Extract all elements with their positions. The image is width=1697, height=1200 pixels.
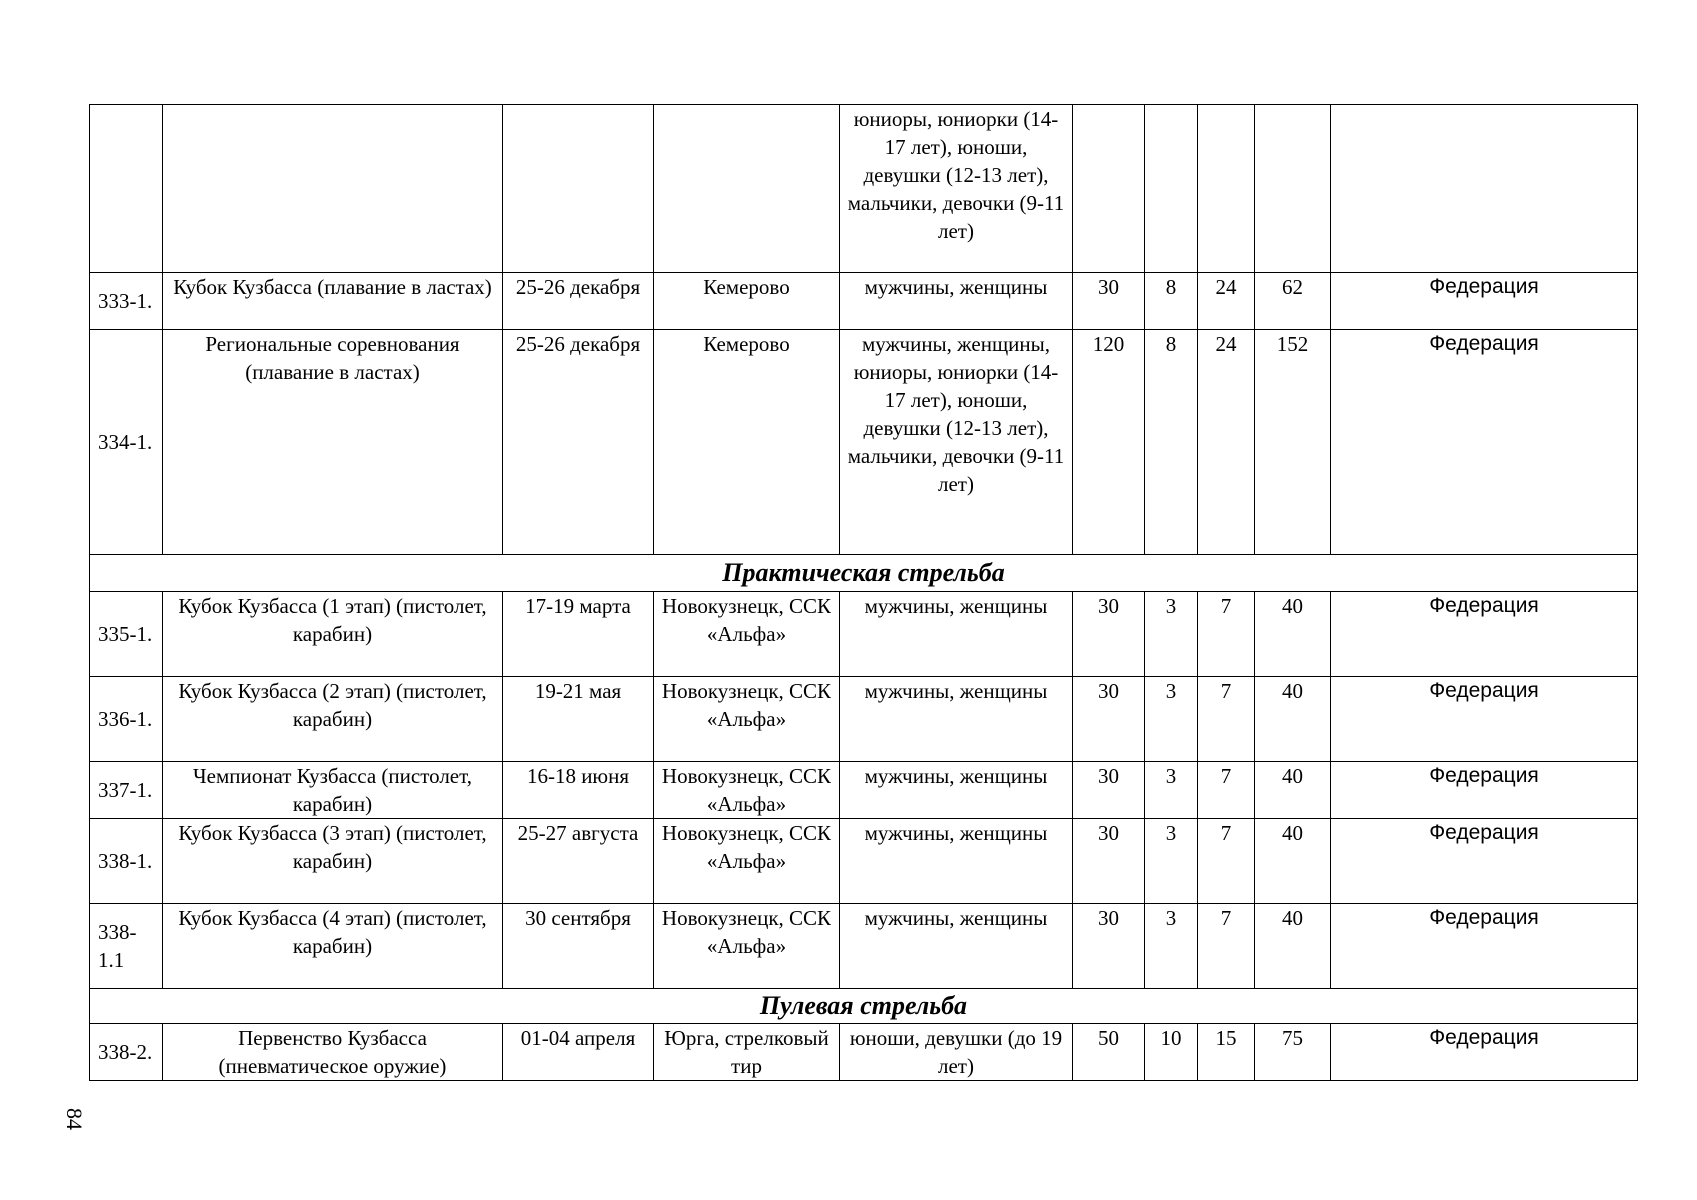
count-staff: 7 [1198, 592, 1255, 677]
count-participants: 30 [1073, 762, 1145, 819]
participants: мужчины, женщины [840, 762, 1073, 819]
count-judges: 3 [1145, 762, 1198, 819]
row-number: 338-1. [90, 819, 163, 904]
event-date: 30 сентября [503, 904, 654, 989]
table-row [90, 1024, 1638, 1081]
row-number: 337-1. [90, 762, 163, 819]
event-name: Кубок Кузбасса (4 этап) (пистолет, карабин) [163, 904, 503, 989]
count-participants: 30 [1073, 273, 1145, 330]
count-staff: 24 [1198, 273, 1255, 330]
participants: юноши, девушки (до 19 лет) [840, 1024, 1073, 1081]
event-date: 19-21 мая [503, 677, 654, 762]
count-judges: 3 [1145, 819, 1198, 904]
count-staff: 7 [1198, 819, 1255, 904]
count-staff: 7 [1198, 677, 1255, 762]
event-name: Кубок Кузбасса (плавание в ластах) [163, 273, 503, 330]
event-name: Чемпионат Кузбасса (пистолет, карабин) [163, 762, 503, 819]
count-participants: 30 [1073, 819, 1145, 904]
event-name: Кубок Кузбасса (3 этап) (пистолет, карабин) [163, 819, 503, 904]
row-number [90, 105, 163, 273]
participants: мужчины, женщины [840, 273, 1073, 330]
count-participants: 30 [1073, 904, 1145, 989]
count-total: 40 [1255, 904, 1331, 989]
count-total: 40 [1255, 762, 1331, 819]
count-judges: 3 [1145, 904, 1198, 989]
event-name: Региональные соревнования (плавание в ластах) [163, 330, 503, 555]
event-name: Первенство Кузбасса (пневматическое оружие) [163, 1024, 503, 1081]
participants: мужчины, женщины [840, 904, 1073, 989]
organizer: Федерация [1331, 762, 1638, 819]
count-staff [1198, 105, 1255, 273]
table-row [90, 273, 1638, 330]
section-title: Пулевая стрельба [90, 989, 1638, 1024]
count-judges: 10 [1145, 1024, 1198, 1081]
event-place: Новокузнецк, ССК «Альфа» [654, 904, 840, 989]
organizer: Федерация [1331, 273, 1638, 330]
participants: юниоры, юниорки (14-17 лет), юноши, девушки (12-13 лет), мальчики, девочки (9-11 лет) [840, 105, 1073, 273]
count-participants: 50 [1073, 1024, 1145, 1081]
event-date: 01-04 апреля [503, 1024, 654, 1081]
event-place: Новокузнецк, ССК «Альфа» [654, 819, 840, 904]
event-date: 25-27 августа [503, 819, 654, 904]
event-date: 17-19 марта [503, 592, 654, 677]
participants: мужчины, женщины [840, 677, 1073, 762]
table-row [90, 904, 1638, 989]
organizer: Федерация [1331, 677, 1638, 762]
organizer: Федерация [1331, 592, 1638, 677]
organizer: Федерация [1331, 819, 1638, 904]
row-number: 333-1. [90, 273, 163, 330]
event-place: Юрга, стрелковый тир [654, 1024, 840, 1081]
participants: мужчины, женщины, юниоры, юниорки (14-17 лет), юноши, девушки (12-13 лет), мальчики, девочки (9-11 лет) [840, 330, 1073, 555]
count-judges: 8 [1145, 273, 1198, 330]
count-total: 40 [1255, 592, 1331, 677]
section-title: Практическая стрельба [90, 555, 1638, 592]
table-row [90, 105, 1638, 273]
count-judges: 8 [1145, 330, 1198, 555]
count-staff: 7 [1198, 762, 1255, 819]
page-number: 84 [62, 1108, 87, 1130]
count-judges: 3 [1145, 677, 1198, 762]
table-row [90, 819, 1638, 904]
event-place: Кемерово [654, 273, 840, 330]
row-number: 338- 1.1 [90, 904, 163, 989]
schedule-table-body [90, 105, 1638, 1081]
event-date: 25-26 декабря [503, 273, 654, 330]
count-participants [1073, 105, 1145, 273]
section-header-row [90, 989, 1638, 1024]
event-date: 16-18 июня [503, 762, 654, 819]
organizer: Федерация [1331, 904, 1638, 989]
organizer [1331, 105, 1638, 273]
row-number: 338-2. [90, 1024, 163, 1081]
schedule-table [89, 104, 1638, 1081]
table-row [90, 330, 1638, 555]
count-total: 75 [1255, 1024, 1331, 1081]
count-staff: 24 [1198, 330, 1255, 555]
count-total: 40 [1255, 819, 1331, 904]
table-row [90, 762, 1638, 819]
event-date [503, 105, 654, 273]
count-judges [1145, 105, 1198, 273]
event-place: Новокузнецк, ССК «Альфа» [654, 677, 840, 762]
participants: мужчины, женщины [840, 592, 1073, 677]
row-number: 335-1. [90, 592, 163, 677]
table-row [90, 677, 1638, 762]
event-name: Кубок Кузбасса (2 этап) (пистолет, карабин) [163, 677, 503, 762]
count-total: 152 [1255, 330, 1331, 555]
organizer: Федерация [1331, 1024, 1638, 1081]
count-total [1255, 105, 1331, 273]
organizer: Федерация [1331, 330, 1638, 555]
count-total: 40 [1255, 677, 1331, 762]
count-staff: 15 [1198, 1024, 1255, 1081]
count-total: 62 [1255, 273, 1331, 330]
row-number: 334-1. [90, 330, 163, 555]
section-header-row [90, 555, 1638, 592]
count-participants: 120 [1073, 330, 1145, 555]
table-row [90, 592, 1638, 677]
event-name: Кубок Кузбасса (1 этап) (пистолет, карабин) [163, 592, 503, 677]
count-judges: 3 [1145, 592, 1198, 677]
participants: мужчины, женщины [840, 819, 1073, 904]
row-number: 336-1. [90, 677, 163, 762]
count-staff: 7 [1198, 904, 1255, 989]
event-place [654, 105, 840, 273]
event-name [163, 105, 503, 273]
event-date: 25-26 декабря [503, 330, 654, 555]
event-place: Новокузнецк, ССК «Альфа» [654, 762, 840, 819]
count-participants: 30 [1073, 592, 1145, 677]
count-participants: 30 [1073, 677, 1145, 762]
event-place: Новокузнецк, ССК «Альфа» [654, 592, 840, 677]
event-place: Кемерово [654, 330, 840, 555]
